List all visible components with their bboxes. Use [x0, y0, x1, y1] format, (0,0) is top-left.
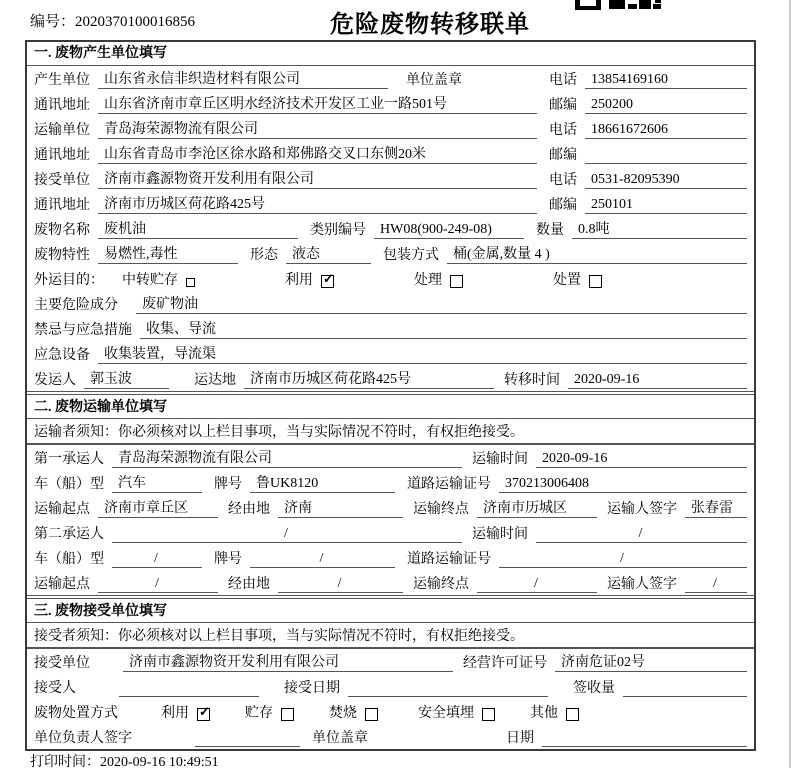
producer-phone-value: 13854169160	[585, 72, 747, 89]
waste-trait-label: 废物特性	[34, 248, 90, 263]
transfer-purpose-row	[27, 266, 754, 291]
checkbox-dispose[interactable]	[589, 275, 602, 288]
unit-seal-label: 单位盖章	[312, 731, 368, 746]
disposal-utilize-label: 利用	[161, 706, 189, 721]
second-via-value: /	[278, 576, 403, 593]
unit-seal-label: 单位盖章	[406, 73, 462, 88]
waste-transfer-form	[25, 40, 756, 751]
disposal-method-label: 废物处置方式	[34, 706, 118, 721]
waste-name-label: 废物名称	[34, 223, 90, 238]
receiver-unit-value: 济南市鑫源物资开发利用有限公司	[98, 168, 537, 189]
emergency-equipment-label: 应急设备	[34, 348, 90, 363]
disposal-other-label: 其他	[530, 706, 558, 721]
package-label: 包装方式	[383, 248, 439, 263]
transporter-unit-row	[27, 116, 754, 141]
accept-person-value	[119, 696, 259, 697]
sign-quantity-value	[623, 696, 747, 697]
emergency-equipment-value: 收集装置，导流渠	[98, 343, 747, 364]
road-license-value: 370213006408	[499, 476, 747, 493]
vehicle-type-label: 车（船）型	[34, 477, 104, 492]
purpose-option-utilize-label: 利用	[285, 273, 313, 288]
receiver-zip-value: 250101	[585, 197, 747, 214]
receiver-unit-label: 接受单位	[34, 173, 90, 188]
phone-label: 电话	[549, 123, 577, 138]
waste-name-row	[27, 216, 754, 241]
plate-value: 鲁UK8120	[250, 472, 395, 493]
checkbox-treat[interactable]	[450, 275, 463, 288]
receiver-address-row	[27, 191, 754, 216]
print-time-label: 打印时间：	[30, 755, 100, 770]
section1-header: 一. 废物产生单位填写	[27, 42, 754, 66]
sender-value: 郭玉波	[84, 368, 169, 389]
head-signature-value	[195, 746, 300, 747]
producer-address-value: 山东省济南市章丘区明水经济技术开发区工业一路501号	[98, 93, 537, 114]
second-vehicle-row	[27, 545, 754, 570]
date-label: 日期	[506, 731, 534, 746]
second-route-row	[27, 570, 754, 595]
first-carrier-label: 第一承运人	[34, 452, 104, 467]
permit-value: 济南危证02号	[555, 651, 747, 672]
first-carrier-value: 青岛海荣源物流有限公司	[112, 447, 462, 468]
quantity-label: 数量	[536, 223, 564, 238]
end-label: 运输终点	[413, 577, 469, 592]
second-plate-value: /	[250, 551, 395, 568]
second-carrier-sign-value: /	[685, 576, 747, 593]
section3-header: 三. 废物接受单位填写	[27, 595, 754, 623]
producer-address-row	[27, 91, 754, 116]
sender-row	[27, 366, 754, 391]
serial-label: 编号：	[30, 14, 76, 30]
via-label: 经由地	[228, 502, 270, 517]
emergency-equipment-row	[27, 341, 754, 366]
accept-unit-row	[27, 649, 754, 674]
purpose-option-storage-label: 中转贮存	[122, 273, 178, 288]
quantity-value: 0.8吨	[572, 218, 747, 239]
producer-unit-label: 产生单位	[34, 73, 90, 88]
disposal-landfill-label: 安全填埋	[418, 706, 474, 721]
via-label: 经由地	[228, 577, 270, 592]
transfer-time-value: 2020-09-16	[568, 372, 747, 389]
accept-date-value	[348, 696, 548, 697]
purpose-label: 外运目的：	[34, 273, 104, 288]
hazard-component-label: 主要危险成分	[34, 298, 118, 313]
purpose-option-dispose-label: 处置	[553, 273, 581, 288]
print-time-line	[30, 751, 219, 771]
receiver-unit-row	[27, 166, 754, 191]
category-code-value: HW08(900-249-08)	[374, 222, 524, 239]
print-time-value: 2020-09-16 10:49:51	[100, 755, 219, 770]
road-license-label: 道路运输证号	[407, 552, 491, 567]
transport-time-value: 2020-09-16	[536, 451, 747, 468]
checkbox-utilize[interactable]: ✓	[323, 271, 334, 286]
sender-label: 发运人	[34, 373, 76, 388]
transporter-zip-value	[585, 163, 747, 164]
phone-label: 电话	[549, 73, 577, 88]
end-value: 济南市历城区	[477, 497, 597, 518]
receiver-phone-value: 0531-82095390	[585, 172, 747, 189]
accept-unit-value: 济南市鑫源物资开发利用有限公司	[123, 651, 453, 672]
zip-label: 邮编	[549, 98, 577, 113]
via-value: 济南	[278, 497, 403, 518]
second-carrier-label: 第二承运人	[34, 527, 104, 542]
address-label: 通讯地址	[34, 148, 90, 163]
transport-time-label: 运输时间	[472, 452, 528, 467]
address-label: 通讯地址	[34, 98, 90, 113]
vehicle-type-value: 汽车	[112, 472, 202, 493]
accept-person-row	[27, 674, 754, 699]
taboo-measures-value: 收集、导流	[140, 318, 747, 339]
head-signature-label: 单位负责人签字	[34, 731, 132, 746]
disposal-method-row	[27, 699, 754, 724]
checkbox-disposal-landfill[interactable]	[482, 708, 495, 721]
second-end-value: /	[477, 576, 597, 593]
form-state-label: 形态	[250, 248, 278, 263]
second-transport-time-value: /	[536, 526, 747, 543]
hazard-component-row	[27, 291, 754, 316]
phone-label: 电话	[549, 173, 577, 188]
zip-label: 邮编	[549, 198, 577, 213]
producer-zip-value: 250200	[585, 97, 747, 114]
sign-quantity-label: 签收量	[573, 681, 615, 696]
vehicle-type-label: 车（船）型	[34, 552, 104, 567]
accept-unit-label: 接受单位	[34, 656, 90, 671]
road-license-label: 道路运输证号	[407, 477, 491, 492]
receiver-address-value: 济南市历城区荷花路425号	[98, 193, 537, 214]
taboo-measures-row	[27, 316, 754, 341]
permit-label: 经营许可证号	[463, 656, 547, 671]
page-edge-divider	[789, 0, 791, 768]
page-title: 危险废物转移联单	[330, 12, 530, 38]
waste-name-value: 废机油	[98, 218, 298, 239]
section2-header: 二. 废物运输单位填写	[27, 391, 754, 419]
serial-value: 2020370100016856	[75, 14, 196, 30]
package-value: 桶(金属,数量 4 )	[447, 243, 747, 264]
purpose-option-treat-label: 处理	[414, 273, 442, 288]
form-state-value: 液态	[286, 243, 371, 264]
origin-label: 运输起点	[34, 502, 90, 517]
accept-date-label: 接受日期	[284, 681, 340, 696]
plate-label: 牌号	[214, 552, 242, 567]
second-vehicle-type-value: /	[112, 551, 202, 568]
waste-trait-row	[27, 241, 754, 266]
zip-label: 邮编	[549, 148, 577, 163]
checkbox-transit-storage[interactable]	[186, 278, 195, 287]
transporter-address-value: 山东省青岛市李沧区徐水路和郑佛路交叉口东侧20米	[98, 143, 537, 164]
hazard-component-value: 废矿物油	[136, 293, 747, 314]
second-road-license-value: /	[499, 551, 747, 568]
end-label: 运输终点	[413, 502, 469, 517]
address-label: 通讯地址	[34, 198, 90, 213]
producer-unit-row	[27, 66, 754, 91]
second-origin-value: /	[98, 576, 218, 593]
checkbox-disposal-storage[interactable]	[281, 708, 294, 721]
origin-value: 济南市章丘区	[98, 497, 218, 518]
disposal-incinerate-label: 焚烧	[329, 706, 357, 721]
transporter-unit-value: 青岛海荣源物流有限公司	[98, 118, 537, 139]
qr-code-fragment	[575, 0, 665, 10]
second-carrier-value: /	[112, 526, 462, 543]
head-signature-row	[27, 724, 754, 749]
receiver-notice: 接受者须知：你必须核对以上栏目事项，当与实际情况不符时，有权拒绝接受。	[27, 623, 754, 649]
carrier-sign-label: 运输人签字	[607, 577, 677, 592]
first-vehicle-row	[27, 470, 754, 495]
carrier-sign-label: 运输人签字	[607, 502, 677, 517]
category-code-label: 类别编号	[310, 223, 366, 238]
waste-trait-value: 易燃性,毒性	[98, 243, 238, 264]
transport-time-label: 运输时间	[472, 527, 528, 542]
plate-label: 牌号	[214, 477, 242, 492]
taboo-measures-label: 禁忌与应急措施	[34, 323, 132, 338]
first-route-row	[27, 495, 754, 520]
destination-value: 济南市历城区荷花路425号	[244, 368, 494, 389]
date-value	[542, 746, 747, 747]
transporter-address-row	[27, 141, 754, 166]
producer-unit-value: 山东省永信非织造材料有限公司	[98, 68, 388, 89]
transfer-time-label: 转移时间	[504, 373, 560, 388]
first-carrier-row	[27, 445, 754, 470]
carrier-sign-value: 张春雷	[685, 497, 747, 518]
disposal-storage-label: 贮存	[245, 706, 273, 721]
checkbox-disposal-other[interactable]	[566, 708, 579, 721]
checkbox-disposal-utilize[interactable]: ✓	[199, 704, 210, 719]
destination-label: 运达地	[194, 373, 236, 388]
transporter-phone-value: 18661672606	[585, 122, 747, 139]
accept-person-label: 接受人	[34, 681, 76, 696]
origin-label: 运输起点	[34, 577, 90, 592]
transporter-unit-label: 运输单位	[34, 123, 90, 138]
transporter-notice: 运输者须知：你必须核对以上栏目事项，当与实际情况不符时，有权拒绝接受。	[27, 419, 754, 445]
checkbox-disposal-incinerate[interactable]	[365, 708, 378, 721]
second-carrier-row	[27, 520, 754, 545]
